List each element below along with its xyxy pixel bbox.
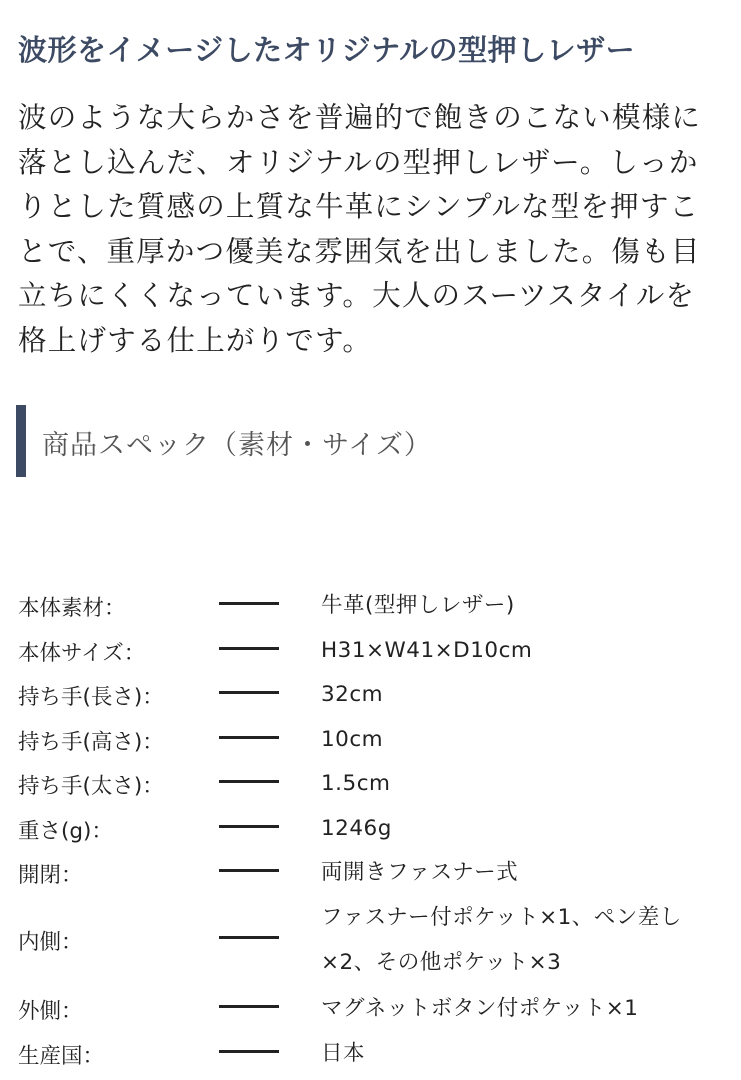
- spec-value: 日本: [321, 1041, 366, 1066]
- dash-divider: [219, 869, 279, 872]
- spec-row-interior: [0, 895, 741, 986]
- dash-divider: [219, 602, 279, 605]
- spec-row-exterior: [0, 986, 741, 1031]
- spec-table: [0, 583, 741, 1076]
- spec-value: マグネットボタン付ポケット×1: [321, 996, 639, 1021]
- spec-value: H31×W41×D10cm: [321, 638, 533, 663]
- spec-label: 内側：: [18, 930, 83, 955]
- section-title: 波形をイメージしたオリジナルの型押しレザー: [18, 33, 636, 67]
- spec-value: 32cm: [321, 682, 384, 707]
- spec-value: 両開きファスナー式: [321, 860, 519, 885]
- spec-row-weight: [0, 806, 741, 850]
- spec-row-handle-length: [0, 672, 741, 717]
- product-description: 波のような大らかさを普遍的で飽きのこない模様に落とし込んだ、オリジナルの型押しレザー。しっかりとした質感の上質な牛革にシンプルな型を押すことで、重厚かつ優美な雰囲気を出しました。傷も目立ちにくくなっています。大人のスーツスタイルを格上げする仕上がりです。: [18, 101, 702, 357]
- dash-divider: [219, 825, 279, 828]
- spec-row-origin: [0, 1031, 741, 1076]
- spec-row-closure: [0, 850, 741, 895]
- dash-divider: [219, 647, 279, 650]
- spec-row-material: [0, 583, 741, 628]
- dash-divider: [219, 736, 279, 739]
- spec-row-handle-thickness: [0, 761, 741, 806]
- dash-divider: [219, 1050, 279, 1053]
- spec-label: 持ち手(高さ)：: [18, 730, 164, 755]
- dash-divider: [219, 691, 279, 694]
- spec-label: 重さ(g)：: [18, 819, 113, 844]
- spec-label: 外側：: [18, 999, 83, 1024]
- dash-divider: [219, 936, 279, 939]
- spec-value: 10cm: [321, 727, 384, 752]
- spec-heading: [16, 405, 616, 477]
- spec-row-size: [0, 628, 741, 672]
- spec-label: 持ち手(長さ)：: [18, 685, 164, 710]
- spec-value: 1.5cm: [321, 771, 391, 796]
- spec-label: 本体素材：: [18, 596, 126, 621]
- dash-divider: [219, 780, 279, 783]
- spec-value: 1246g: [321, 816, 392, 841]
- spec-label: 開閉：: [18, 863, 83, 888]
- spec-heading-text: 商品スペック（素材・サイズ）: [42, 430, 432, 461]
- dash-divider: [219, 1005, 279, 1008]
- heading-accent-bar: [16, 405, 26, 477]
- spec-label: 持ち手(太さ)：: [18, 774, 164, 799]
- spec-value: ファスナー付ポケット×1、ペン差し×2、その他ポケット×3: [321, 905, 682, 975]
- spec-row-handle-height: [0, 717, 741, 761]
- spec-label: 本体サイズ：: [18, 641, 146, 666]
- spec-label: 生産国：: [18, 1044, 105, 1069]
- spec-value: 牛革(型押しレザー): [321, 593, 515, 618]
